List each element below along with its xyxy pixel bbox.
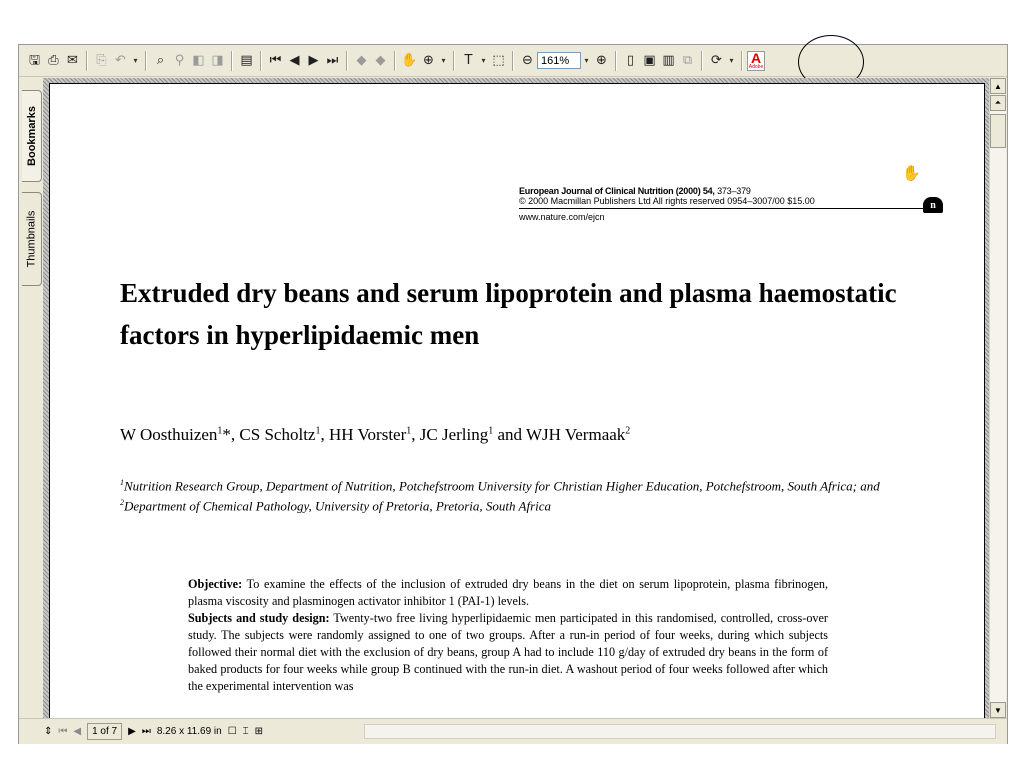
author-1: W Oosthuizen bbox=[120, 425, 218, 444]
toolbar-separator bbox=[86, 51, 88, 71]
author-5: and WJH Vermaak bbox=[493, 425, 626, 444]
tab-bookmarks-label: Bookmarks bbox=[25, 106, 38, 166]
design-label: Subjects and study design: bbox=[188, 611, 330, 625]
author-3: , HH Vorster bbox=[320, 425, 407, 444]
zoom-tool-dropdown-icon[interactable]: ▾ bbox=[441, 55, 446, 65]
fit-page-icon[interactable]: ▣ bbox=[643, 53, 656, 68]
show-hide-navigation-icon[interactable]: ▤ bbox=[240, 53, 253, 68]
article-title: Extruded dry beans and serum lipoprotein and plasma haemostatic factors in hyperlipidaemic men bbox=[120, 278, 897, 350]
objective-text: To examine the effects of the inclusion of extruded dry beans in the diet on serum lipoprotein, plasma fibrinogen, plasma viscosity and plasminogen activator inhibitor 1 (PAI-1) levels. bbox=[188, 577, 828, 608]
tab-bookmarks[interactable] bbox=[22, 90, 42, 182]
zoom-tool-icon[interactable]: ⊕ bbox=[423, 53, 434, 68]
toolbar-separator bbox=[145, 51, 147, 71]
hand-tool-icon[interactable]: ✋ bbox=[401, 53, 418, 68]
toolbar-separator bbox=[741, 51, 743, 71]
previous-document-icon[interactable]: ◧ bbox=[192, 53, 205, 68]
split-view-icon[interactable]: ⇕ bbox=[44, 726, 53, 737]
toolbar-separator bbox=[453, 51, 455, 71]
fit-width-icon[interactable]: ▥ bbox=[662, 53, 675, 68]
email-icon[interactable]: ✉ bbox=[67, 53, 78, 68]
author-3-affiliation: 1 bbox=[406, 425, 412, 437]
rotate-dropdown-icon[interactable]: ▾ bbox=[729, 55, 734, 65]
abstract-design bbox=[188, 610, 828, 695]
author-4-affiliation: 1 bbox=[488, 425, 494, 437]
vertical-scroll-thumb[interactable] bbox=[990, 114, 1006, 148]
acrobat-reader-window bbox=[18, 44, 1008, 744]
reflow-icon[interactable]: ⧉ bbox=[682, 53, 693, 68]
zoom-out-icon[interactable]: ⊖ bbox=[522, 53, 533, 68]
undo-icon[interactable]: ↶ bbox=[115, 53, 126, 68]
author-affiliations bbox=[120, 474, 910, 515]
document-view[interactable] bbox=[43, 78, 989, 718]
design-text: Twenty-two free living hyperlipidaemic men participated in this randomised, controlled, cross-over study. The subjects were randomly assigned to one of two groups. After a run-in period of four weeks, during which subjects followed their normal diet with the exclusion of dry beans, group A had to include 110 g/day of extruded dry beans in the form of baked products for four weeks while group B continued with the run-in diet. A washout period of four weeks followed after which the experimental intervention was bbox=[188, 611, 828, 693]
search-icon[interactable]: ⚲ bbox=[174, 53, 185, 68]
horizontal-scrollbar[interactable] bbox=[364, 724, 996, 739]
toolbar-separator bbox=[512, 51, 514, 71]
journal-pages: 373–379 bbox=[717, 186, 751, 196]
rotate-view-icon[interactable]: ⟳ bbox=[711, 53, 722, 68]
snapshot-tool-icon[interactable]: ⬚ bbox=[492, 53, 505, 68]
text-select-dropdown-icon[interactable]: ▾ bbox=[481, 55, 486, 65]
toolbar-separator bbox=[701, 51, 703, 71]
status-bar bbox=[19, 718, 1007, 744]
status-previous-page-icon[interactable]: ◀ bbox=[73, 726, 82, 737]
journal-citation bbox=[519, 186, 943, 196]
article-authors bbox=[120, 425, 630, 445]
publisher-logo: n bbox=[923, 197, 943, 213]
next-view-icon[interactable]: ◆ bbox=[375, 53, 386, 68]
scroll-down-icon[interactable]: ▼ bbox=[990, 702, 1006, 718]
author-2: *, CS Scholtz bbox=[222, 425, 316, 444]
abstract-objective bbox=[188, 576, 828, 610]
find-icon[interactable]: ⌕ bbox=[156, 53, 165, 68]
journal-website: www.nature.com/ejcn bbox=[519, 212, 605, 222]
undo-dropdown-icon[interactable]: ▾ bbox=[133, 55, 138, 65]
previous-page-icon[interactable]: ◀ bbox=[289, 53, 300, 68]
author-2-affiliation: 1 bbox=[315, 425, 321, 437]
hand-cursor-icon: ✋ bbox=[902, 165, 921, 182]
continuous-layout-icon[interactable]: ⌶ bbox=[242, 726, 249, 737]
status-last-page-icon[interactable]: ⏭ bbox=[141, 726, 151, 737]
zoom-in-icon[interactable]: ⊕ bbox=[596, 53, 607, 68]
facing-pages-layout-icon[interactable]: ⊞ bbox=[254, 726, 264, 737]
actual-size-icon[interactable]: ▯ bbox=[626, 53, 635, 68]
author-4: , JC Jerling bbox=[411, 425, 489, 444]
adobe-logo-icon[interactable] bbox=[747, 51, 765, 71]
zoom-level-input[interactable]: 161% bbox=[537, 52, 581, 69]
save-icon[interactable]: 🖫 bbox=[28, 53, 41, 68]
first-page-icon[interactable]: ⏮ bbox=[269, 53, 282, 68]
toolbar-separator bbox=[346, 51, 348, 71]
single-page-layout-icon[interactable]: ☐ bbox=[227, 726, 237, 737]
journal-header bbox=[519, 186, 943, 222]
next-document-icon[interactable]: ◨ bbox=[211, 53, 224, 68]
tab-thumbnails-label: Thumbnails bbox=[25, 210, 38, 268]
copyright-line: © 2000 Macmillan Publishers Ltd All rights reserved 0954–3007/00 $15.00 bbox=[519, 196, 943, 209]
affiliation-2-marker: 2 bbox=[120, 498, 124, 508]
scroll-top-icon[interactable]: ⏶ bbox=[990, 95, 1006, 111]
toolbar-separator bbox=[394, 51, 396, 71]
page-size-label: 8.26 x 11.69 in bbox=[156, 726, 222, 737]
zoom-level-dropdown-icon[interactable]: ▾ bbox=[584, 55, 589, 65]
scroll-up-icon[interactable]: ▲ bbox=[990, 78, 1006, 94]
affiliation-1: Nutrition Research Group, Department of Nutrition, Potchefstroom University for Christian Higher Education, Potchefstroom, South Africa; and bbox=[124, 478, 880, 494]
toolbar-separator bbox=[231, 51, 233, 71]
pdf-page[interactable] bbox=[49, 83, 985, 723]
copy-icon[interactable]: ⎘ bbox=[96, 53, 107, 68]
navigation-pane-tabs bbox=[19, 78, 43, 718]
toolbar-separator bbox=[260, 51, 262, 71]
status-first-page-icon[interactable]: ⏮ bbox=[58, 726, 68, 737]
adobe-logo-label: Adobe bbox=[748, 63, 764, 70]
objective-label: Objective: bbox=[188, 577, 243, 591]
tab-thumbnails[interactable] bbox=[22, 192, 42, 286]
author-5-affiliation: 2 bbox=[625, 425, 631, 437]
next-page-icon[interactable]: ▶ bbox=[308, 53, 319, 68]
page-number-field[interactable]: 1 of 7 bbox=[87, 723, 122, 740]
abstract bbox=[188, 576, 828, 695]
print-icon[interactable]: ⎙ bbox=[48, 53, 59, 68]
toolbar-separator bbox=[615, 51, 617, 71]
toolbar bbox=[19, 45, 1007, 77]
affiliation-1-marker: 1 bbox=[120, 478, 124, 487]
affiliation-2: Department of Chemical Pathology, University of Pretoria, Pretoria, South Africa bbox=[124, 498, 552, 514]
previous-view-icon[interactable]: ◆ bbox=[356, 53, 367, 68]
vertical-scrollbar[interactable] bbox=[989, 78, 1006, 718]
author-1-affiliation: 1 bbox=[217, 425, 223, 437]
status-next-page-icon[interactable]: ▶ bbox=[128, 726, 136, 737]
journal-name: European Journal of Clinical Nutrition (2000) 54, bbox=[519, 186, 715, 196]
adobe-logo-mark: A bbox=[750, 49, 762, 66]
text-select-tool-icon[interactable]: T bbox=[464, 53, 473, 68]
last-page-icon[interactable]: ⏭ bbox=[326, 53, 339, 68]
